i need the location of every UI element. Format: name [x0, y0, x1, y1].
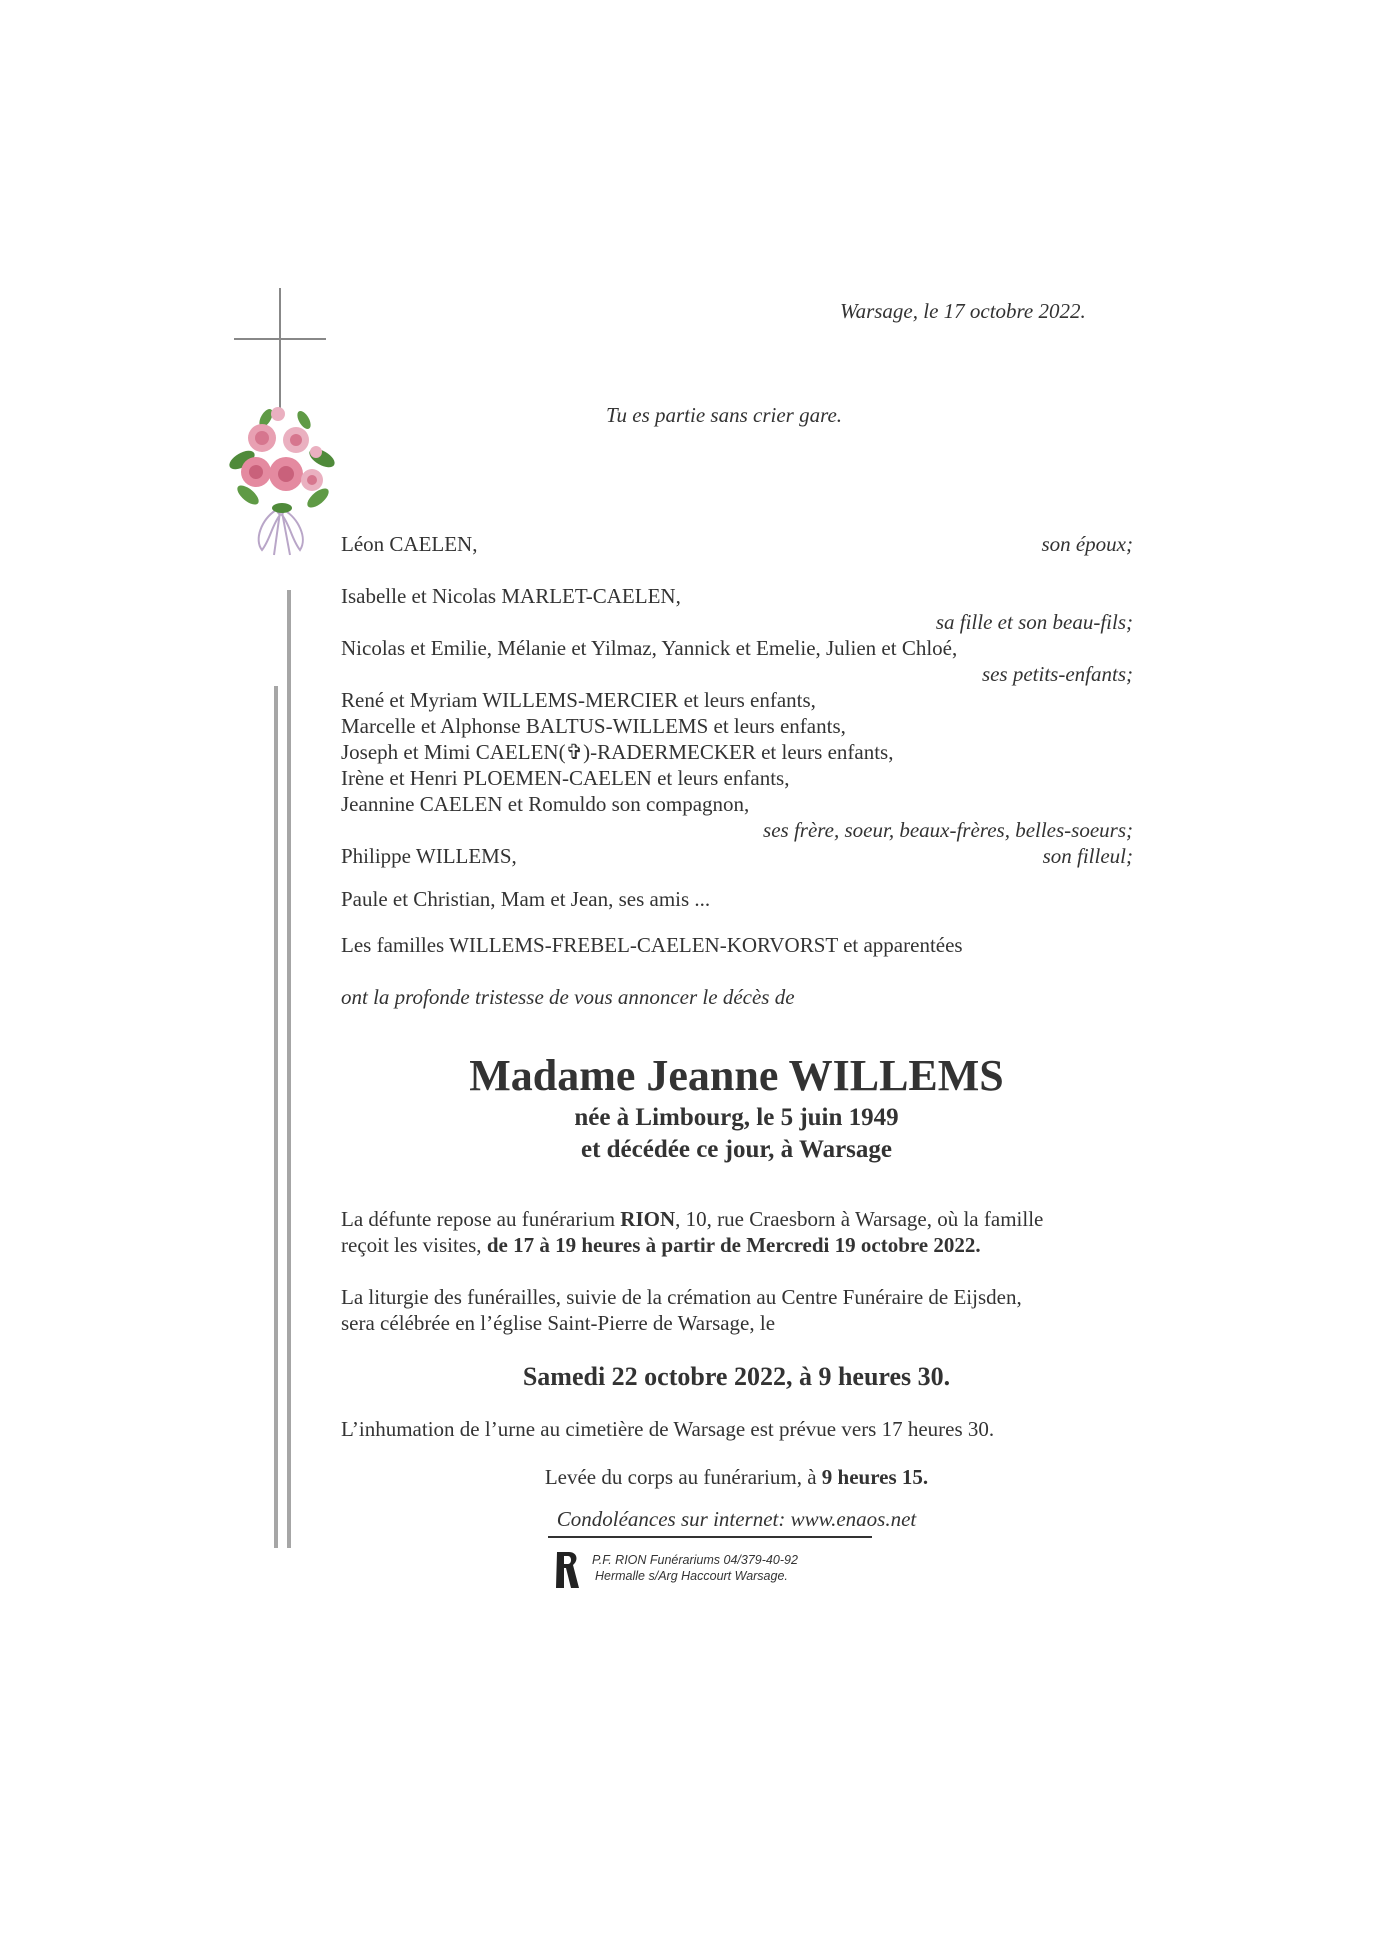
visiting-hours: de 17 à 19 heures à partir de Mercredi 19 octobre 2022. [486, 1233, 981, 1257]
liturgy-line-1: La liturgie des funérailles, suivie de la crémation au Centre Funéraire de Eijsden, [341, 1285, 1022, 1309]
ceremony-date: Samedi 22 octobre 2022, à 9 heures 30. [522, 1362, 951, 1391]
family-sibling-3-part-b: )-RADERMECKER et leurs enfants, [583, 740, 894, 764]
repose-line-1-c: , 10, rue Craesborn à Warsage, où la famille [675, 1207, 1044, 1231]
family-philippe: Philippe WILLEMS, [341, 844, 517, 868]
levee-line-a: Levée du corps au funérarium, à [544, 1465, 822, 1489]
repose-line-1-a: La défunte repose au funérarium [341, 1207, 621, 1231]
family-sibling-3-part-a: Joseph et Mimi CAELEN( [341, 740, 566, 764]
deceased-name: Madame Jeanne WILLEMS [469, 1051, 1004, 1100]
levee-time: 9 heures 15. [821, 1465, 929, 1489]
deceased-born: née à Limbourg, le 5 juin 1949 [574, 1104, 899, 1131]
urn-line: L’inhumation de l’urne au cimetière de Warsage est prévue vers 17 heures 30. [341, 1417, 995, 1441]
liturgy-line-2: sera célébrée en l’église Saint-Pierre de Warsage, le [341, 1311, 776, 1335]
family-sibling-5: Jeannine CAELEN et Romuldo son compagnon, [341, 792, 750, 816]
family-leon-role: son époux; [1041, 532, 1133, 556]
deceased-died: et décédée ce jour, à Warsage [580, 1136, 893, 1163]
condolences-line: Condoléances sur internet: www.enaos.net [556, 1507, 917, 1531]
footer-separator [548, 1536, 872, 1538]
repose-line-2-a: reçoit les visites, [341, 1233, 487, 1257]
family-sibling-2: Marcelle et Alphonse BALTUS-WILLEMS et leurs enfants, [341, 714, 846, 738]
repose-line-1 [341, 1206, 1043, 1232]
cross-symbol-icon: ✞ [565, 740, 584, 764]
family-siblings-role: ses frère, soeur, beaux-frères, belles-soeurs; [763, 818, 1133, 842]
repose-line-2 [341, 1232, 981, 1258]
cross-horizontal [234, 338, 326, 340]
family-sibling-3 [341, 739, 893, 765]
family-families: Les familles WILLEMS-FREBEL-CAELEN-KORVORST et apparentées [341, 933, 963, 957]
funeral-home-name: RION [620, 1207, 676, 1231]
family-sibling-4: Irène et Henri PLOEMEN-CAELEN et leurs enfants, [341, 766, 790, 790]
announce-line: ont la profonde tristesse de vous annoncer le décès de [341, 985, 795, 1009]
family-sibling-1: René et Myriam WILLEMS-MERCIER et leurs enfants, [341, 688, 816, 712]
family-grandchildren-role: ses petits-enfants; [981, 662, 1133, 686]
date-line: Warsage, le 17 octobre 2022. [840, 299, 1086, 323]
rose-bouquet-icon [226, 400, 338, 558]
family-grandchildren: Nicolas et Emilie, Mélanie et Yilmaz, Yannick et Emelie, Julien et Chloé, [341, 636, 958, 660]
footer-line-2: Hermalle s/Arg Haccourt Warsage. [595, 1569, 788, 1583]
family-leon: Léon CAELEN, [341, 532, 478, 556]
footer-line-1: P.F. RION Funérariums 04/379-40-92 [592, 1553, 798, 1567]
family-isabelle: Isabelle et Nicolas MARLET-CAELEN, [341, 584, 681, 608]
funeral-home-logo-icon [553, 1550, 581, 1590]
family-friends: Paule et Christian, Mam et Jean, ses amis ... [341, 887, 711, 911]
levee-line [48, 1464, 1377, 1490]
quote: Tu es partie sans crier gare. [606, 403, 843, 427]
family-philippe-role: son filleul; [1042, 844, 1133, 868]
family-isabelle-role: sa fille et son beau-fils; [935, 610, 1133, 634]
